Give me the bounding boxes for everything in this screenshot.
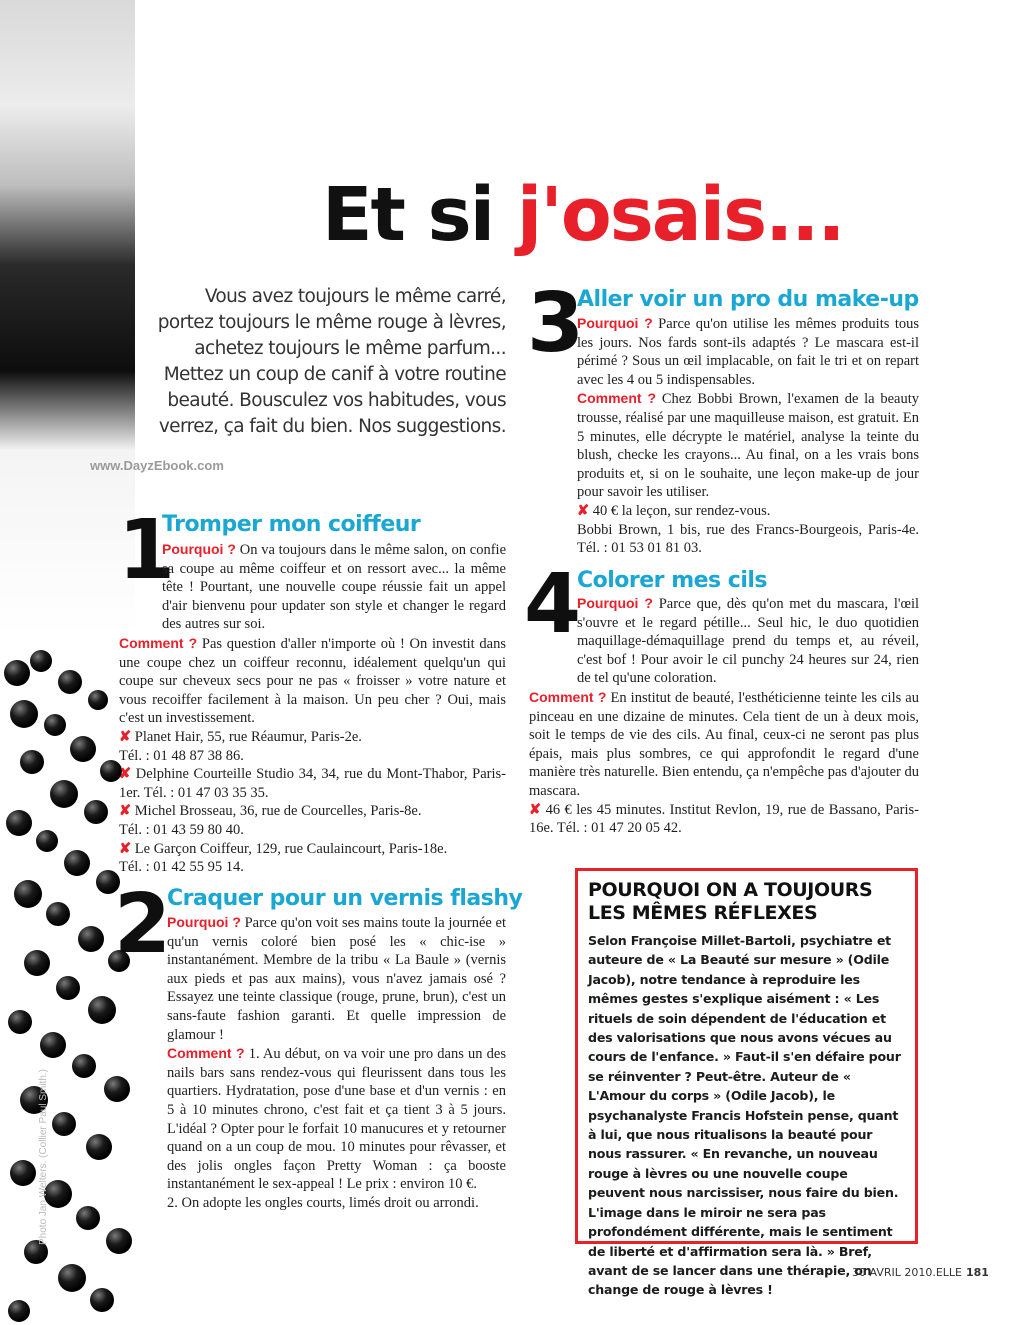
- pourquoi-label: Pourquoi ?: [577, 315, 653, 331]
- pearl-bead: [90, 1288, 114, 1312]
- address-phone: Tél. : 01 43 59 80 40.: [119, 821, 244, 838]
- section-3-number: 3: [527, 276, 585, 371]
- section-2-pourquoi: [167, 913, 506, 1044]
- section-3-pourquoi-text: Parce qu'on utilise les mêmes produits tous les jours. Nos fards sont-ils adaptés ? Le mascara est-il périmé ? Sous un œil implacable, on fait le tri et on repart avec les 4 ou 5 indispensables.: [577, 316, 919, 388]
- pearl-bead: [50, 780, 78, 808]
- address-item: [119, 802, 506, 839]
- pearl-bead: [88, 996, 116, 1024]
- pearl-bead: [52, 1112, 76, 1136]
- pearl-bead: [20, 750, 44, 774]
- page-number: 181: [966, 1266, 989, 1279]
- section-3-body: [577, 314, 919, 558]
- cross-mark-icon: ✘: [577, 502, 590, 519]
- pearl-bead: [40, 1032, 66, 1058]
- pearl-necklace-image: [0, 640, 135, 1325]
- page-title: [322, 172, 844, 258]
- pearl-bead: [10, 700, 38, 728]
- address-phone: Tél. : 01 42 55 95 14.: [119, 859, 244, 876]
- title-part-1: Et si: [322, 172, 517, 258]
- comment-label: Comment ?: [119, 634, 198, 651]
- pearl-bead: [56, 976, 80, 1000]
- pearl-bead: [86, 1134, 112, 1160]
- section-2-comment-text: 1. Au début, on va voir une pro dans un des nails bars sans rendez-vous qui fleurissent dans tous les quartiers. Hydratation, pose d'une base et d'un vernis : en 5 à 10 minutes chrono, c'est fait et ça tient 3 à 5 jours. L'idéal ? Opter pour le forfait 10 manucures et y retourner quand on a un coup de mou. 10 minutes pour rêvasser, et des jolis ongles façon Pretty Woman : ça booste instantanément le sex-appeal ! Le prix : environ 10 €.: [167, 1046, 507, 1193]
- section-4-heading: Colorer mes cils: [577, 568, 768, 593]
- address-line: Michel Brosseau, 36, rue de Courcelles, Paris-8e.: [134, 803, 422, 820]
- section-3-price: [577, 502, 919, 521]
- section-1-number: 1: [118, 503, 176, 598]
- title-part-2: j'osais...: [516, 172, 844, 258]
- cross-mark-icon: ✘: [119, 840, 132, 857]
- section-3-price-text: 40 € la leçon, sur rendez-vous.: [592, 502, 771, 519]
- pearl-bead: [24, 950, 50, 976]
- pearl-bead: [8, 1010, 32, 1034]
- pearl-bead: [4, 660, 30, 686]
- address-phone: Tél. : 01 48 87 38 86.: [119, 747, 244, 764]
- cross-mark-icon: ✘: [529, 801, 542, 818]
- section-3-address: Bobbi Brown, 1 bis, rue des Francs-Bourgeois, Paris-4e. Tél. : 01 53 01 81 03.: [577, 521, 919, 557]
- pearl-bead: [36, 830, 58, 852]
- pearl-bead: [64, 850, 90, 876]
- comment-label: Comment ?: [577, 390, 657, 407]
- section-4-body: [529, 594, 919, 838]
- section-2-comment-2: 2. On adopte les ongles courts, limés droit ou arrondi.: [167, 1194, 479, 1211]
- pearl-bead: [104, 1076, 130, 1102]
- section-4-comment-text: En institut de beauté, l'esthéticienne teinte les cils au pinceau en une dizaine de minutes. Cela tient de un à deux mois, soit le temps de vie des cils. Au final, ceux-ci ne seront pas plus épais, mais plus sombres, ce qui approfondit le regard d'une manière très naturelle. Bien entendu, ça n'empêche pas d'ajouter du mascara.: [529, 689, 919, 799]
- section-1-comment-text: Pas question d'aller n'importe où ! On investit dans une coupe chez un coiffeur reconnu, idéalement quelqu'un qui coupe sur cheveux secs pour ne pas « froisser » votre nature et vous recoiffer facilement à la maison. Un peu cher ? Oui, mais c'est un investissement.: [119, 635, 507, 727]
- cross-mark-icon: ✘: [119, 766, 132, 783]
- pearl-bead: [88, 690, 108, 710]
- address-line: Planet Hair, 55, rue Réaumur, Paris-2e.: [134, 728, 362, 745]
- pearl-bead: [30, 650, 52, 672]
- section-4-price: [529, 801, 919, 838]
- pearl-bead: [58, 670, 82, 694]
- pearl-bead: [46, 902, 70, 926]
- section-1-body: [119, 540, 506, 877]
- pearl-bead: [76, 1206, 100, 1230]
- pourquoi-label: Pourquoi ?: [577, 595, 653, 611]
- pearl-bead: [8, 1300, 30, 1322]
- section-2-heading: Craquer pour un vernis flashy: [167, 886, 523, 911]
- section-4-pourquoi-text: Parce que, dès qu'on met du mascara, l'œil s'ouvre et le regard pétille... Seul hic, le duo quotidien maquillage-démaquillage prend du temps et, au réveil, c'est bof ! Pour avoir le cil punchy 24 heures sur 24, rien de tel qu'une coloration.: [577, 596, 920, 687]
- issue-date: 30 AVRIL 2010.ELLE: [852, 1266, 962, 1279]
- section-4-price-text: 46 € les 45 minutes. Institut Revlon, 19, rue de Bassano, Paris-16e. Tél. : 01 47 20 05 42.: [529, 801, 919, 837]
- pearl-bead: [10, 1160, 36, 1186]
- address-line: Le Garçon Coiffeur, 129, rue Caulaincourt, Paris-18e.: [134, 840, 448, 857]
- comment-label: Comment ?: [167, 1045, 245, 1062]
- address-item: [119, 765, 506, 802]
- section-4-pourquoi: [529, 594, 919, 688]
- pearl-bead: [58, 1264, 86, 1292]
- section-3-comment-text: Chez Bobbi Brown, l'examen de la beauty trousse, réalisé par une maquilleuse maison, est gratuit. En 5 minutes, elle décrypte le matériel, analyse la teinte du blush, checke les crayons... Au final, on a les vrais bons produits et, si on le souhaite, une leçon make-up de jour pour savoir les utiliser.: [577, 391, 919, 501]
- pourquoi-label: Pourquoi ?: [167, 914, 241, 930]
- section-2-number: 2: [114, 877, 172, 972]
- address-item: [119, 728, 506, 765]
- section-1-heading: Tromper mon coiffeur: [162, 512, 421, 537]
- pearl-bead: [72, 1054, 96, 1078]
- cross-mark-icon: ✘: [119, 803, 132, 820]
- intro-paragraph: Vous avez toujours le même carré, portez toujours le même rouge à lèvres, achetez toujours le même parfum... Mettez un coup de canif à votre routine beauté. Bousculez vos habitudes, vous verrez, ça fait du bien. Nos suggestions.: [157, 286, 506, 437]
- pearl-bead: [44, 714, 66, 736]
- section-1-pourquoi: [119, 540, 506, 634]
- pearl-bead: [106, 1228, 132, 1254]
- section-3-heading: Aller voir un pro du make-up: [577, 287, 919, 312]
- section-4-comment: [529, 688, 919, 801]
- comment-label: Comment ?: [529, 688, 607, 705]
- section-2-comment: [167, 1044, 506, 1194]
- section-1-pourquoi-text: On va toujours dans le même salon, on confie sa coupe au même coiffeur et on ressort avec... la même tête ! Pourtant, une nouvelle coupe réussie fait un appel d'air bienvenu pour updater son style et changer le regard des autres sur soi.: [162, 542, 507, 633]
- watermark: www.DayzEbook.com: [90, 458, 224, 473]
- box-text: Selon Françoise Millet-Bartoli, psychiatre et auteure de « La Beauté sur mesure » (Odile Jacob), notre tendance à reproduire les mêmes gestes s'explique aisément : « Les rituels de soin dépendent de l'éducation et des valorisations que nous avons vécues au cours de l'enfance. » Faut-il s'en défaire pour se réinventer ? Peut-être. Auteur de « L'Amour du corps » (Odile Jacob), le psychanalyste Francis Hofstein pense, quant à lui, que nous ritualisons la beauté pour nous rassurer. « En revanche, un nouveau rouge à lèvres ou une nouvelle coupe peuvent nous narcissiser, nous faire du bien. L'image dans le miroir ne sera pas profondément différente, mais le sentiment de liberté et d'affirmation sera là. » Bref, avant de se lancer dans une thérapie, on change de rouge à lèvres !: [588, 933, 901, 1298]
- pearl-bead: [14, 880, 42, 908]
- address-line: Delphine Courteille Studio 34, 34, rue du Mont-Thabor, Paris-1er. Tél. : 01 47 03 35 35.: [119, 766, 506, 801]
- section-2-pourquoi-text: Parce qu'on voit ses mains toute la journée et qu'un vernis coloré bien posé les « chic-ise » instantanément. Membre de la tribu « La Baule » (vernis aux pieds et pas aux mains), vous n'avez jamais osé ? Essayez une teinte classique (rouge, prune, brun), c'est un sans-faute fashion garanti. Et quelle impression de glamour !: [167, 915, 506, 1043]
- photo-credit: Photo Jan Welters. (Collier Paul Smith.): [38, 1069, 49, 1245]
- box-heading: POURQUOI ON A TOUJOURS LES MÊMES RÉFLEXES: [588, 879, 873, 924]
- cross-mark-icon: ✘: [119, 728, 132, 745]
- address-item: [119, 840, 506, 877]
- photo-strip: [0, 0, 135, 1325]
- section-3-comment: [577, 389, 919, 502]
- pearl-bead: [70, 736, 96, 762]
- pourquoi-label: Pourquoi ?: [162, 541, 236, 557]
- section-1-comment: [119, 634, 506, 728]
- pearl-bead: [84, 800, 108, 824]
- section-4-number: 4: [524, 557, 582, 652]
- pearl-bead: [6, 810, 32, 836]
- pearl-bead: [78, 926, 104, 952]
- page-folio: [852, 1266, 989, 1279]
- section-3-pourquoi: [577, 314, 919, 389]
- section-2-body: [167, 913, 506, 1213]
